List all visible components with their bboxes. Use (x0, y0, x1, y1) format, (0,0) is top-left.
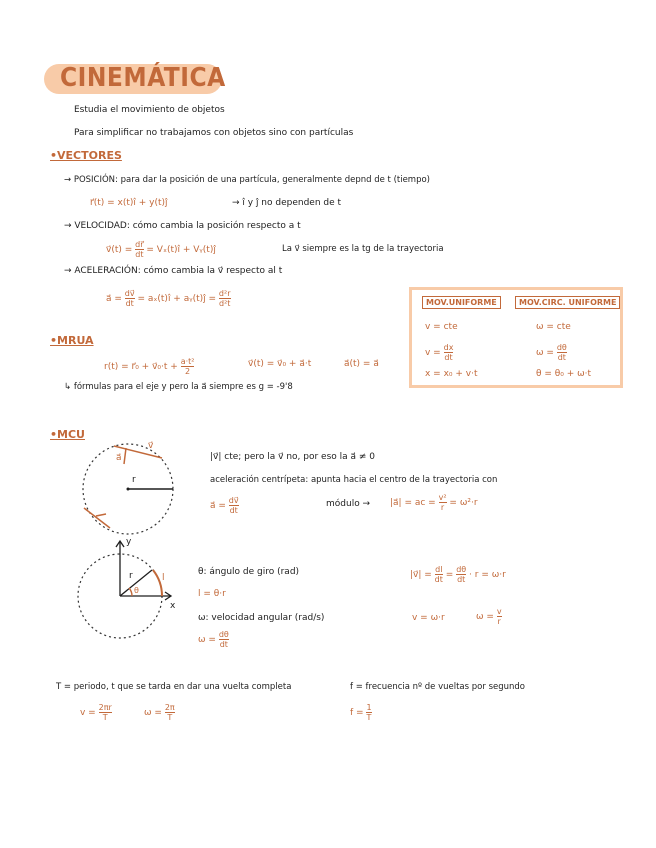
velocidad-lhs: v⃗(t) = (106, 245, 133, 255)
mcu-acc-num: dv⃗ (228, 496, 239, 505)
mcu-acc-lhs: a⃗ = (210, 501, 226, 511)
angle-diagram (76, 538, 186, 658)
box-left-2-frac (444, 343, 454, 362)
posicion-note: → î y ĵ no dependen de t (232, 198, 342, 208)
w-lhs: ω = (476, 612, 494, 622)
omega-formula (198, 630, 229, 649)
w-frac (497, 607, 502, 626)
frecuencia-formula (350, 703, 372, 722)
frecuencia-num: 1 (366, 703, 372, 712)
aceleracion-frac2-den: d²t (219, 299, 231, 308)
mrua-formula-2: v⃗(t) = v⃗₀ + a⃗·t (248, 359, 312, 369)
box-right-2-frac (557, 343, 567, 362)
aceleracion-frac-den: dt (125, 299, 134, 308)
mcu-line-2: aceleración centrípeta: apunta hacia el centro de la trayectoria con (210, 475, 498, 485)
acceleration-arrow-top (124, 448, 126, 464)
box-head-circ-uniforme: MOV.CIRC. UNIFORME (515, 296, 620, 309)
box-left-1: v = cte (425, 322, 458, 332)
periodo-w-lhs: ω = (144, 708, 162, 718)
periodo-v-formula (80, 703, 112, 722)
mcu-line-1: |v⃗| cte; pero la v⃗ no, por eso la a⃗ ≠ 0 (210, 452, 376, 462)
intro-line-2: Para simplificar no trabajamos con objetos sino con partículas (74, 128, 354, 138)
frecuencia-frac (366, 703, 371, 722)
box-right-3: θ = θ₀ + ω·t (536, 369, 592, 379)
box-left-2-den: dt (444, 353, 453, 362)
section-vectores: •VECTORES (50, 149, 122, 162)
vmod-den-1: dt (434, 575, 443, 584)
modulo-label: módulo → (326, 499, 371, 509)
intro-line-1: Estudia el movimiento de objetos (74, 105, 225, 115)
w-den: r (497, 617, 501, 626)
periodo-w-frac (165, 703, 175, 722)
diag2-r-label: r (129, 571, 133, 581)
aceleracion-formula (106, 289, 231, 308)
posicion-text: → POSICIÓN: para dar la posición de una partícula, generalmente depnd de t (tiempo) (64, 175, 430, 185)
frecuencia-text: f = frecuencia nº de vueltas por segundo (350, 682, 525, 692)
periodo-text: T = periodo, t que se tarda en dar una vuelta completa (56, 682, 292, 692)
box-right-1: ω = cte (536, 322, 571, 332)
velocidad-note: La v⃗ siempre es la tg de la trayectoria (282, 244, 444, 254)
modulo-formula (390, 493, 478, 512)
omega-lhs: ω = (198, 635, 216, 645)
box-right-2-num: dθ (556, 343, 567, 352)
velocidad-text: → VELOCIDAD: cómo cambia la posición respecto a t (64, 221, 301, 231)
mcu-acc-formula (210, 496, 239, 515)
periodo-v-den: T (102, 713, 108, 722)
posicion-formula: r⃗(t) = x(t)î + y(t)ĵ (90, 198, 168, 208)
velocity-tangent-bottom (84, 508, 110, 528)
mrua-f1-lhs: r(t) = r⃗₀ + v⃗₀·t + (104, 362, 178, 372)
center-point (127, 488, 130, 491)
section-mcu: •MCU (50, 428, 85, 441)
frecuencia-den: T (366, 713, 372, 722)
mcu-circle-diagram (70, 436, 180, 536)
periodo-v-frac (99, 703, 112, 722)
omega-den: dt (219, 640, 228, 649)
omega-definition: ω: velocidad angular (rad/s) (198, 613, 325, 623)
diag2-l-label: l (162, 573, 165, 583)
v-simple-formula: v = ω·r (412, 613, 445, 623)
aceleracion-lhs: a⃗ = (106, 294, 122, 304)
aceleracion-text: → ACELERACIÓN: cómo cambia la v⃗ respecto al t (64, 266, 283, 276)
diag2-x-label: x (170, 601, 176, 611)
diag1-v-label: v⃗ (148, 441, 154, 451)
w-num: v (496, 607, 502, 616)
aceleracion-fraction (125, 289, 135, 308)
section-mrua: •MRUA (50, 334, 94, 347)
velocity-modulus-formula (410, 565, 506, 584)
mrua-formula-1 (104, 357, 194, 376)
omega-num: dθ (218, 630, 229, 639)
box-head-uniforme: MOV.UNIFORME (422, 296, 501, 309)
periodo-v-lhs: v = (80, 708, 96, 718)
box-left-2-lhs: v = (425, 348, 441, 358)
vmod-eq: = (445, 570, 454, 580)
periodo-v-num: 2πr (98, 703, 112, 712)
mcu-acc-den: dt (229, 506, 238, 515)
mrua-formula-3: a⃗(t) = a⃗ (344, 359, 379, 369)
modulo-num: v² (438, 493, 447, 502)
periodo-w-den: T (167, 713, 173, 722)
omega-frac (219, 630, 229, 649)
modulo-den: r (440, 503, 445, 512)
diag1-a-label: a⃗ (116, 453, 122, 463)
mrua-f1-frac (181, 357, 195, 376)
box-right-2-lhs: ω = (536, 348, 554, 358)
arc-length (153, 570, 162, 596)
box-right-2 (536, 343, 567, 362)
velocidad-fraction (135, 240, 143, 259)
mcu-acc-frac (229, 496, 239, 515)
periodo-w-num: 2π (164, 703, 175, 712)
box-right-2-den: dt (557, 353, 566, 362)
theta-definition: θ: ángulo de giro (rad) (198, 567, 300, 577)
vmod-num-1: dl (435, 565, 443, 574)
vmod-den-2: dt (457, 575, 466, 584)
velocidad-frac-den: dt (135, 250, 144, 259)
vmod-num-2: dθ (456, 565, 467, 574)
diag1-r-label: r (132, 475, 136, 485)
theta-arc (129, 588, 132, 596)
modulo-rhs: = ω²·r (449, 498, 478, 508)
aceleracion-mid: = aₓ(t)î + aᵧ(t)ĵ = (137, 294, 217, 304)
periodo-w-formula (144, 703, 175, 722)
modulo-lhs: |a⃗| = ac = (390, 498, 436, 508)
vmod-frac-2 (456, 565, 466, 584)
page-title: CINEMÁTICA (60, 63, 226, 93)
aceleracion-frac2-num: d²r (218, 289, 231, 298)
aceleracion-fraction-2 (219, 289, 231, 308)
velocidad-formula (106, 240, 216, 259)
vmod-rhs: · r = ω·r (469, 570, 506, 580)
vmod-frac-1 (435, 565, 443, 584)
aceleracion-frac-num: dv⃗ (124, 289, 135, 298)
box-left-3: x = x₀ + v·t (425, 369, 478, 379)
diag2-y-label: y (126, 537, 132, 547)
vmod-lhs: |v⃗| = (410, 570, 432, 580)
mrua-note: ↳ fórmulas para el eje y pero la a⃗ siempre es g = -9'8 (64, 382, 293, 392)
arc-formula: l = θ·r (198, 589, 226, 599)
frecuencia-lhs: f = (350, 708, 364, 718)
box-left-2 (425, 343, 453, 362)
mrua-f1-den: 2 (185, 367, 191, 376)
modulo-frac (439, 493, 447, 512)
w-formula (476, 607, 502, 626)
velocidad-rhs: = Vₓ(t)î + Vᵧ(t)ĵ (146, 245, 216, 255)
velocidad-frac-num: dr⃗ (135, 240, 144, 249)
mrua-f1-num: a·t² (180, 357, 195, 366)
box-left-2-num: dx (443, 343, 454, 352)
diag2-theta-label: θ (134, 586, 139, 595)
acceleration-arrow-bottom (96, 514, 106, 516)
